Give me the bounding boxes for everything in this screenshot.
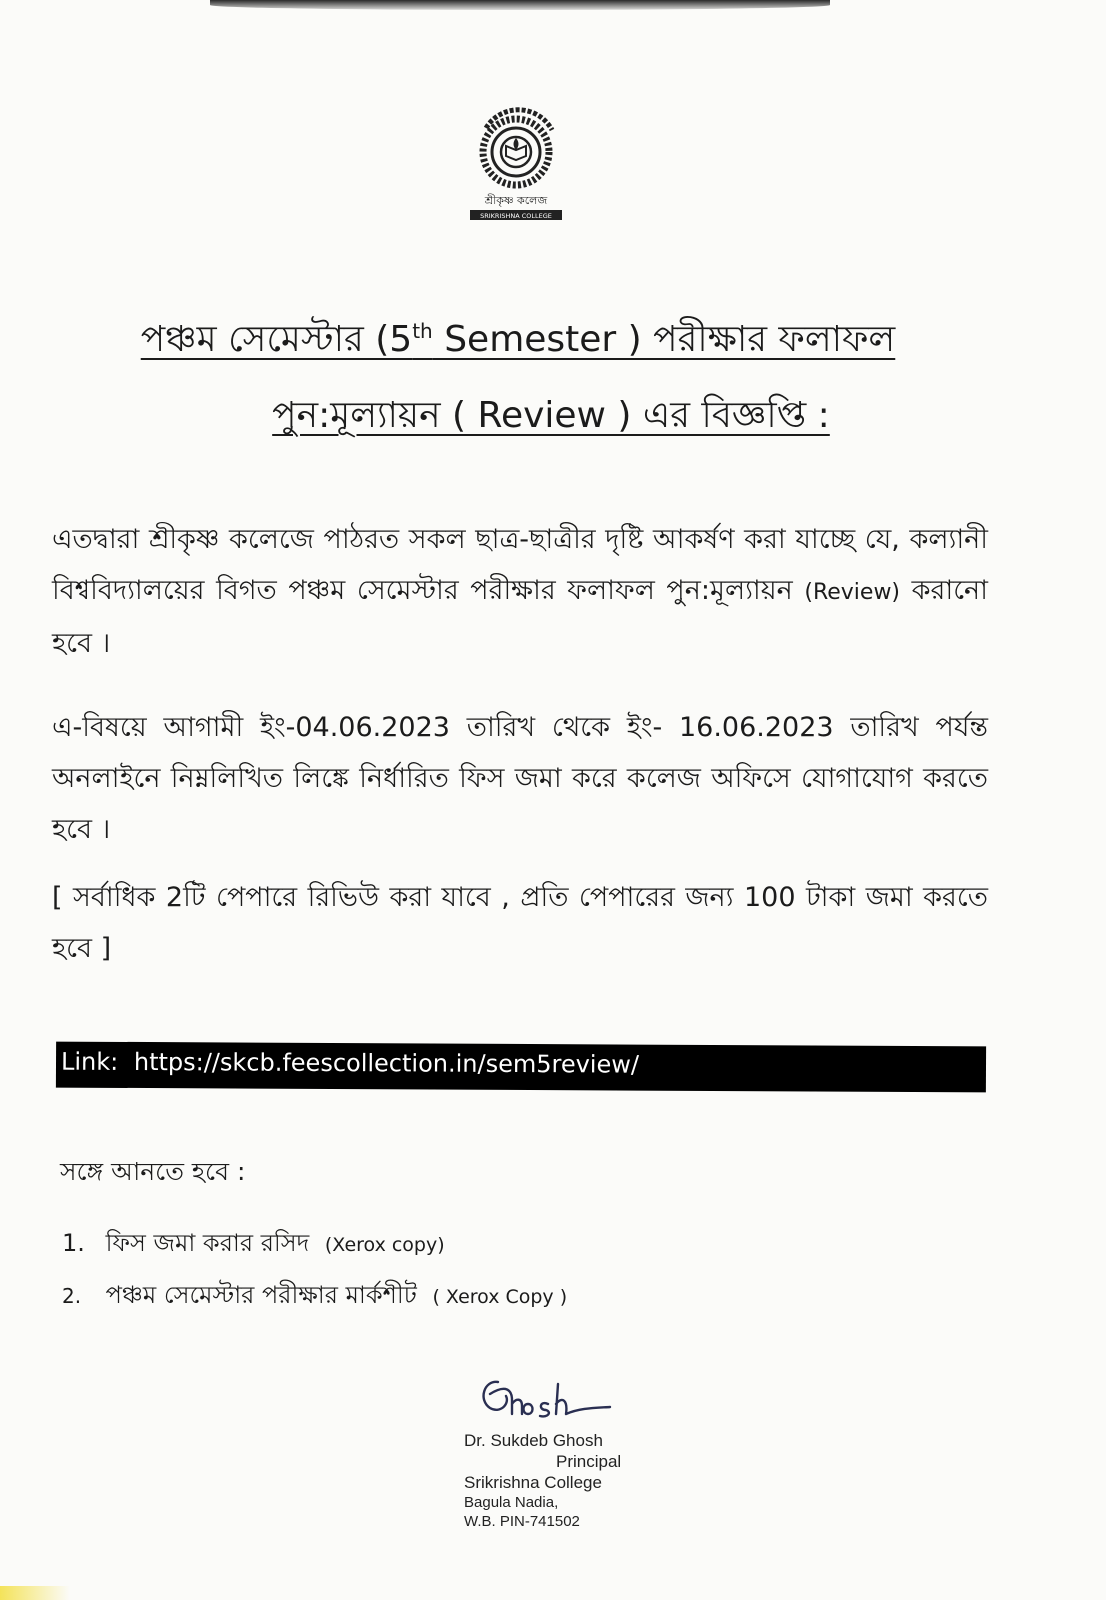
notice-paragraph-1 — [52, 514, 988, 669]
page-corner-edge — [0, 1586, 70, 1600]
notice-paragraph-3: [ সর্বাধিক 2টি পেপারে রিভিউ করা যাবে , প্রতি পেপারের জন্য 100 টাকা জমা করতে হবে ] — [52, 882, 988, 964]
list-item — [62, 1270, 567, 1322]
logo-bengali-name: শ্রীকৃষ্ণ কলেজ — [484, 194, 548, 207]
title-line2-text: পুন:মূল্যায়ন ( Review ) এর বিজ্ঞপ্তি : — [272, 395, 830, 436]
title-line1-rest: Semester ) পরীক্ষার ফলাফল — [432, 319, 896, 360]
list-item-number: 2. — [62, 1284, 82, 1308]
paragraph1-tail: করানো হবে । — [52, 575, 988, 659]
notice-title-line1 — [0, 312, 1071, 372]
list-item-note: ( Xerox Copy ) — [432, 1286, 568, 1308]
notice-paragraph-2: এ-বিষয়ে আগামী ইং-04.06.2023 তারিখ থেকে ইং- 16.06.2023 তারিখ পর্যন্ত অনলাইনে নিম্নলিখিত লিঙ্কে নির্ধারিত ফিস জমা করে কলেজ অফিসে যোগাযোগ করতে হবে । — [52, 712, 988, 845]
list-item-text: পঞ্চম সেমেস্টার পরীক্ষার মার্কশীট — [105, 1281, 417, 1309]
address-line-1: Bagula Nadia, — [464, 1494, 559, 1511]
signature-block — [464, 1430, 621, 1531]
list-item — [62, 1218, 567, 1270]
title-line1-prefix: পঞ্চম সেমেস্টার (5 — [140, 319, 413, 360]
logo-english-name: SRIKRISHNA COLLEGE — [480, 212, 552, 220]
college-logo — [468, 100, 578, 228]
page-top-shadow — [210, 0, 830, 10]
signatory-designation: Principal — [556, 1452, 622, 1471]
notice-title-line2 — [0, 388, 1104, 448]
list-item-number: 1. — [62, 1229, 85, 1257]
bring-list — [62, 1218, 567, 1322]
link-label: Link: — [60, 1047, 119, 1076]
bring-heading: সঙ্গে আনতে হবে : — [60, 1157, 246, 1186]
list-item-note: (Xerox copy) — [324, 1234, 445, 1256]
address-line-2: W.B. PIN-741502 — [464, 1513, 580, 1530]
list-item-text: ফিস জমা করার রসিদ — [105, 1229, 310, 1257]
paragraph1-review: (Review) — [804, 580, 901, 605]
signatory-name: Dr. Sukdeb Ghosh — [464, 1431, 603, 1450]
title-superscript: th — [412, 319, 433, 343]
college-name: Srikrishna College — [464, 1473, 602, 1492]
link-line — [61, 1048, 639, 1079]
link-bar — [56, 1042, 986, 1093]
review-link-url[interactable]: https://skcb.feescollection.in/sem5review/ — [133, 1047, 640, 1079]
paragraph1-text: এতদ্বারা শ্রীকৃষ্ণ কলেজে পাঠরত সকল ছাত্র-ছাত্রীর দৃষ্টি আকর্ষণ করা যাচ্ছে যে, কল্যানী বিশ্ববিদ্যালয়ের বিগত পঞ্চম সেমেস্টার পরীক্ষার ফলাফল পুন:মূল্যায়ন — [52, 524, 988, 606]
